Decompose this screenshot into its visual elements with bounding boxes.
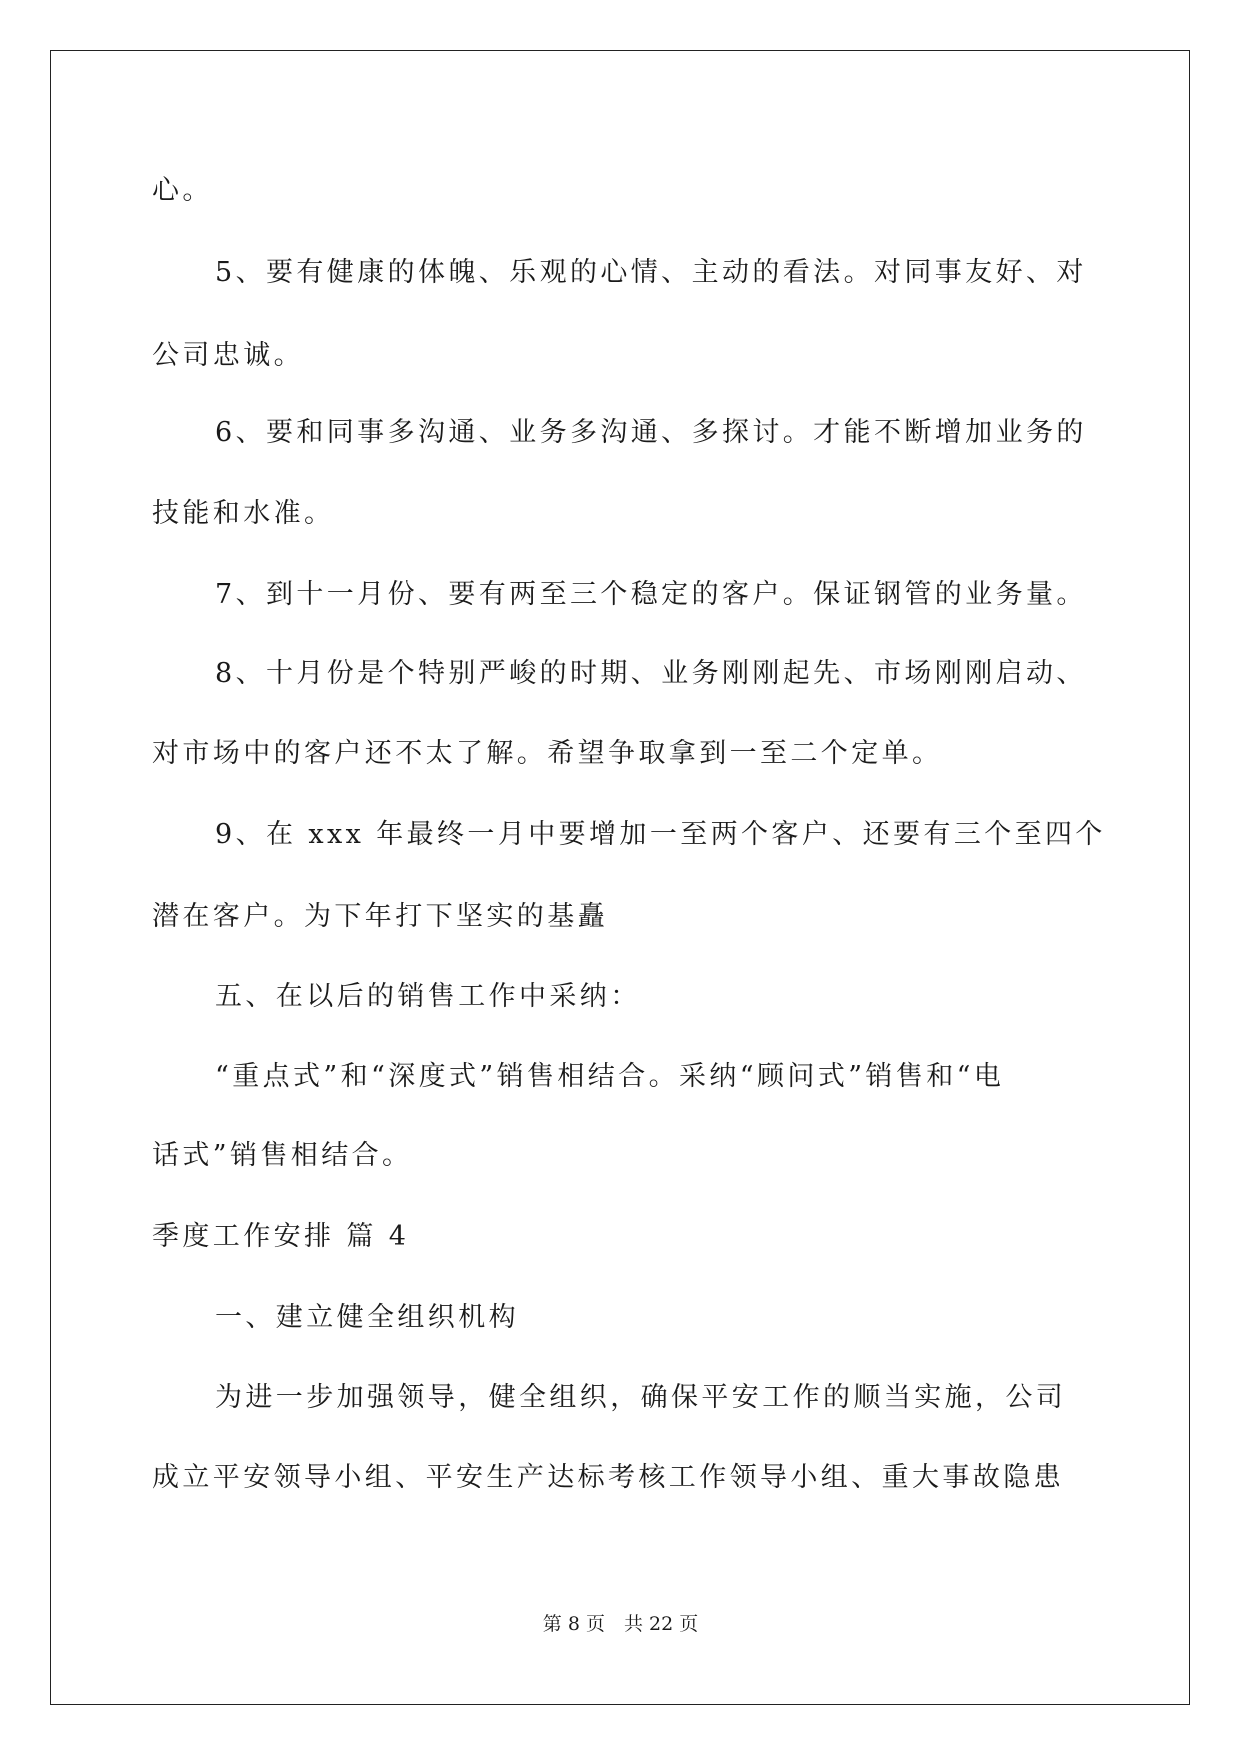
text-line-12: “重点式”和“深度式”销售相结合。采纳“顾问式”销售和“电 xyxy=(215,1061,1005,1092)
text-line-9: 9、在 xxx 年最终一月中要增加一至两个客户、还要有三个至四个 xyxy=(215,819,1106,850)
text-line-11: 五、在以后的销售工作中采纳： xyxy=(215,981,641,1012)
text-line-10: 潜在客户。为下年打下坚实的基矗 xyxy=(152,901,608,932)
text-line-2: 5、要有健康的体魄、乐观的心情、主动的看法。对同事友好、对 xyxy=(215,257,1087,288)
text-line-1: 心。 xyxy=(152,175,213,206)
text-line-15: 一、建立健全组织机构 xyxy=(215,1302,519,1333)
text-line-13: 话式”销售相结合。 xyxy=(152,1140,413,1171)
text-line-3: 公司忠诚。 xyxy=(152,340,304,371)
text-line-6: 7、到十一月份、要有两至三个稳定的客户。保证钢管的业务量。 xyxy=(215,579,1087,610)
text-line-4: 6、要和同事多沟通、业务多沟通、多探讨。才能不断增加业务的 xyxy=(215,417,1087,448)
page-number-footer: 第 8 页 共 22 页 xyxy=(542,1613,699,1635)
text-line-16: 为进一步加强领导，健全组织，确保平安工作的顺当实施，公司 xyxy=(215,1382,1067,1413)
text-line-5: 技能和水准。 xyxy=(152,498,335,529)
text-line-8: 对市场中的客户还不太了解。希望争取拿到一至二个定单。 xyxy=(152,738,943,769)
page-border xyxy=(50,50,1190,1705)
text-line-17: 成立平安领导小组、平安生产达标考核工作领导小组、重大事故隐患 xyxy=(152,1462,1064,1493)
section-heading: 季度工作安排 篇 4 xyxy=(152,1221,410,1252)
text-line-7: 8、十月份是个特别严峻的时期、业务刚刚起先、市场刚刚启动、 xyxy=(215,658,1087,689)
